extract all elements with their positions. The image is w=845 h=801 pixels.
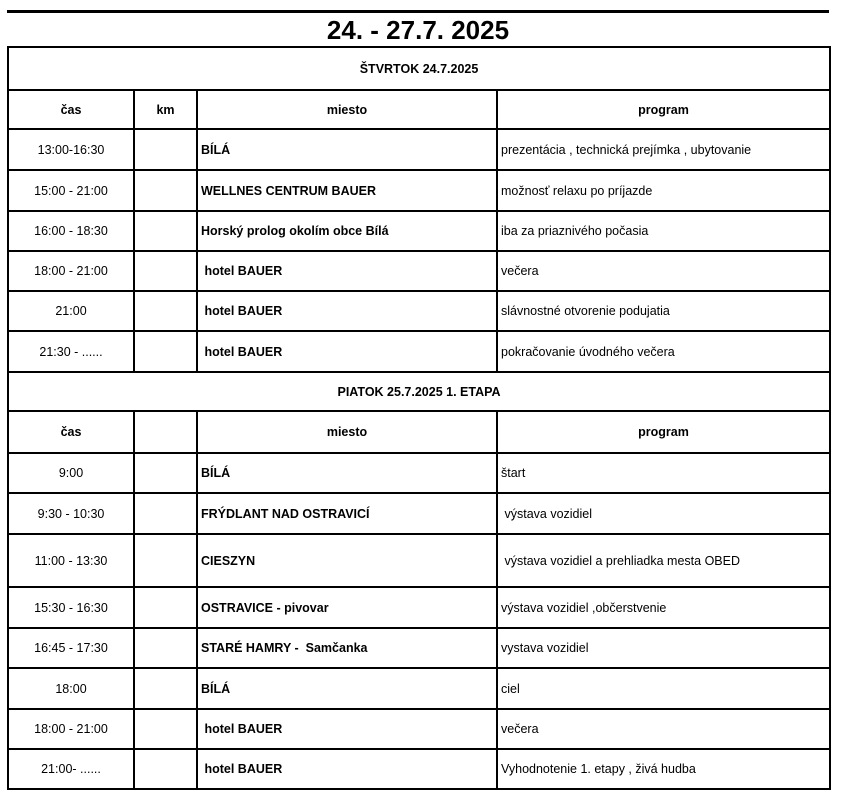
cell-program: výstava vozidiel	[497, 493, 830, 534]
cell-place: CIESZYN	[197, 534, 497, 587]
cell-program: večera	[497, 709, 830, 749]
table-row	[8, 709, 830, 749]
cell-km	[134, 291, 197, 331]
cell-km	[134, 453, 197, 493]
cell-place: OSTRAVICE - pivovar	[197, 587, 497, 628]
cell-km	[134, 331, 197, 372]
header-program: program	[497, 411, 830, 453]
table-row	[8, 587, 830, 628]
cell-program: slávnostné otvorenie podujatia	[497, 291, 830, 331]
cell-program: možnosť relaxu po príjazde	[497, 170, 830, 211]
cell-program: pokračovanie úvodného večera	[497, 331, 830, 372]
cell-time: 11:00 - 13:30	[8, 534, 134, 587]
table-row	[8, 493, 830, 534]
cell-place: hotel BAUER	[197, 251, 497, 291]
cell-program: prezentácia , technická prejímka , ubytovanie	[497, 129, 830, 170]
table-row	[8, 628, 830, 668]
page-title: 24. - 27.7. 2025	[326, 15, 510, 45]
header-km	[134, 411, 197, 453]
cell-program: vystava vozidiel	[497, 628, 830, 668]
cell-program: iba za priaznivého počasia	[497, 211, 830, 251]
header-miesto: miesto	[197, 90, 497, 129]
day1-heading: ŠTVRTOK 24.7.2025	[8, 47, 830, 90]
cell-time: 18:00 - 21:00	[8, 251, 134, 291]
cell-place: BÍLÁ	[197, 453, 497, 493]
cell-time: 15:00 - 21:00	[8, 170, 134, 211]
table-row	[8, 453, 830, 493]
table-row	[8, 170, 830, 211]
cell-place: BÍLÁ	[197, 129, 497, 170]
cell-km	[134, 211, 197, 251]
cell-program: výstava vozidiel a prehliadka mesta OBED	[497, 534, 830, 587]
cell-program: Vyhodnotenie 1. etapy , živá hudba	[497, 749, 830, 789]
cell-km	[134, 493, 197, 534]
cell-program: štart	[497, 453, 830, 493]
cell-place: BÍLÁ	[197, 668, 497, 709]
day1-header-row	[8, 90, 830, 129]
cell-place: hotel BAUER	[197, 749, 497, 789]
header-program: program	[497, 90, 830, 129]
table-row	[8, 668, 830, 709]
cell-time: 21:30 - ......	[8, 331, 134, 372]
cell-time: 13:00-16:30	[8, 129, 134, 170]
cell-place: Horský prolog okolím obce Bílá	[197, 211, 497, 251]
cell-time: 16:45 - 17:30	[8, 628, 134, 668]
header-cas: čas	[8, 90, 134, 129]
header-miesto: miesto	[197, 411, 497, 453]
schedule-table	[7, 46, 831, 790]
day2-heading: PIATOK 25.7.2025 1. ETAPA	[8, 372, 830, 411]
cell-km	[134, 129, 197, 170]
table-row	[8, 534, 830, 587]
cell-time: 15:30 - 16:30	[8, 587, 134, 628]
table-row	[8, 331, 830, 372]
cell-time: 18:00	[8, 668, 134, 709]
cell-place: hotel BAUER	[197, 709, 497, 749]
cell-km	[134, 668, 197, 709]
header-km: km	[134, 90, 197, 129]
cell-km	[134, 587, 197, 628]
cell-km	[134, 709, 197, 749]
cell-program: večera	[497, 251, 830, 291]
day2-heading-row	[8, 372, 830, 411]
cell-program: výstava vozidiel ,občerstvenie	[497, 587, 830, 628]
cell-time: 21:00- ......	[8, 749, 134, 789]
cell-time: 9:00	[8, 453, 134, 493]
cell-place: WELLNES CENTRUM BAUER	[197, 170, 497, 211]
cell-time: 16:00 - 18:30	[8, 211, 134, 251]
header-cas: čas	[8, 411, 134, 453]
cell-km	[134, 251, 197, 291]
cell-time: 9:30 - 10:30	[8, 493, 134, 534]
cell-km	[134, 170, 197, 211]
cell-km	[134, 628, 197, 668]
day1-heading-row	[8, 47, 830, 90]
cell-time: 18:00 - 21:00	[8, 709, 134, 749]
cell-place: hotel BAUER	[197, 331, 497, 372]
cell-km	[134, 749, 197, 789]
cell-place: STARÉ HAMRY - Samčanka	[197, 628, 497, 668]
cell-place: FRÝDLANT NAD OSTRAVICÍ	[197, 493, 497, 534]
cell-time: 21:00	[8, 291, 134, 331]
table-row	[8, 211, 830, 251]
table-row	[8, 749, 830, 789]
day2-header-row	[8, 411, 830, 453]
cell-program: ciel	[497, 668, 830, 709]
table-row	[8, 129, 830, 170]
table-row	[8, 291, 830, 331]
table-row	[8, 251, 830, 291]
cell-place: hotel BAUER	[197, 291, 497, 331]
cell-km	[134, 534, 197, 587]
